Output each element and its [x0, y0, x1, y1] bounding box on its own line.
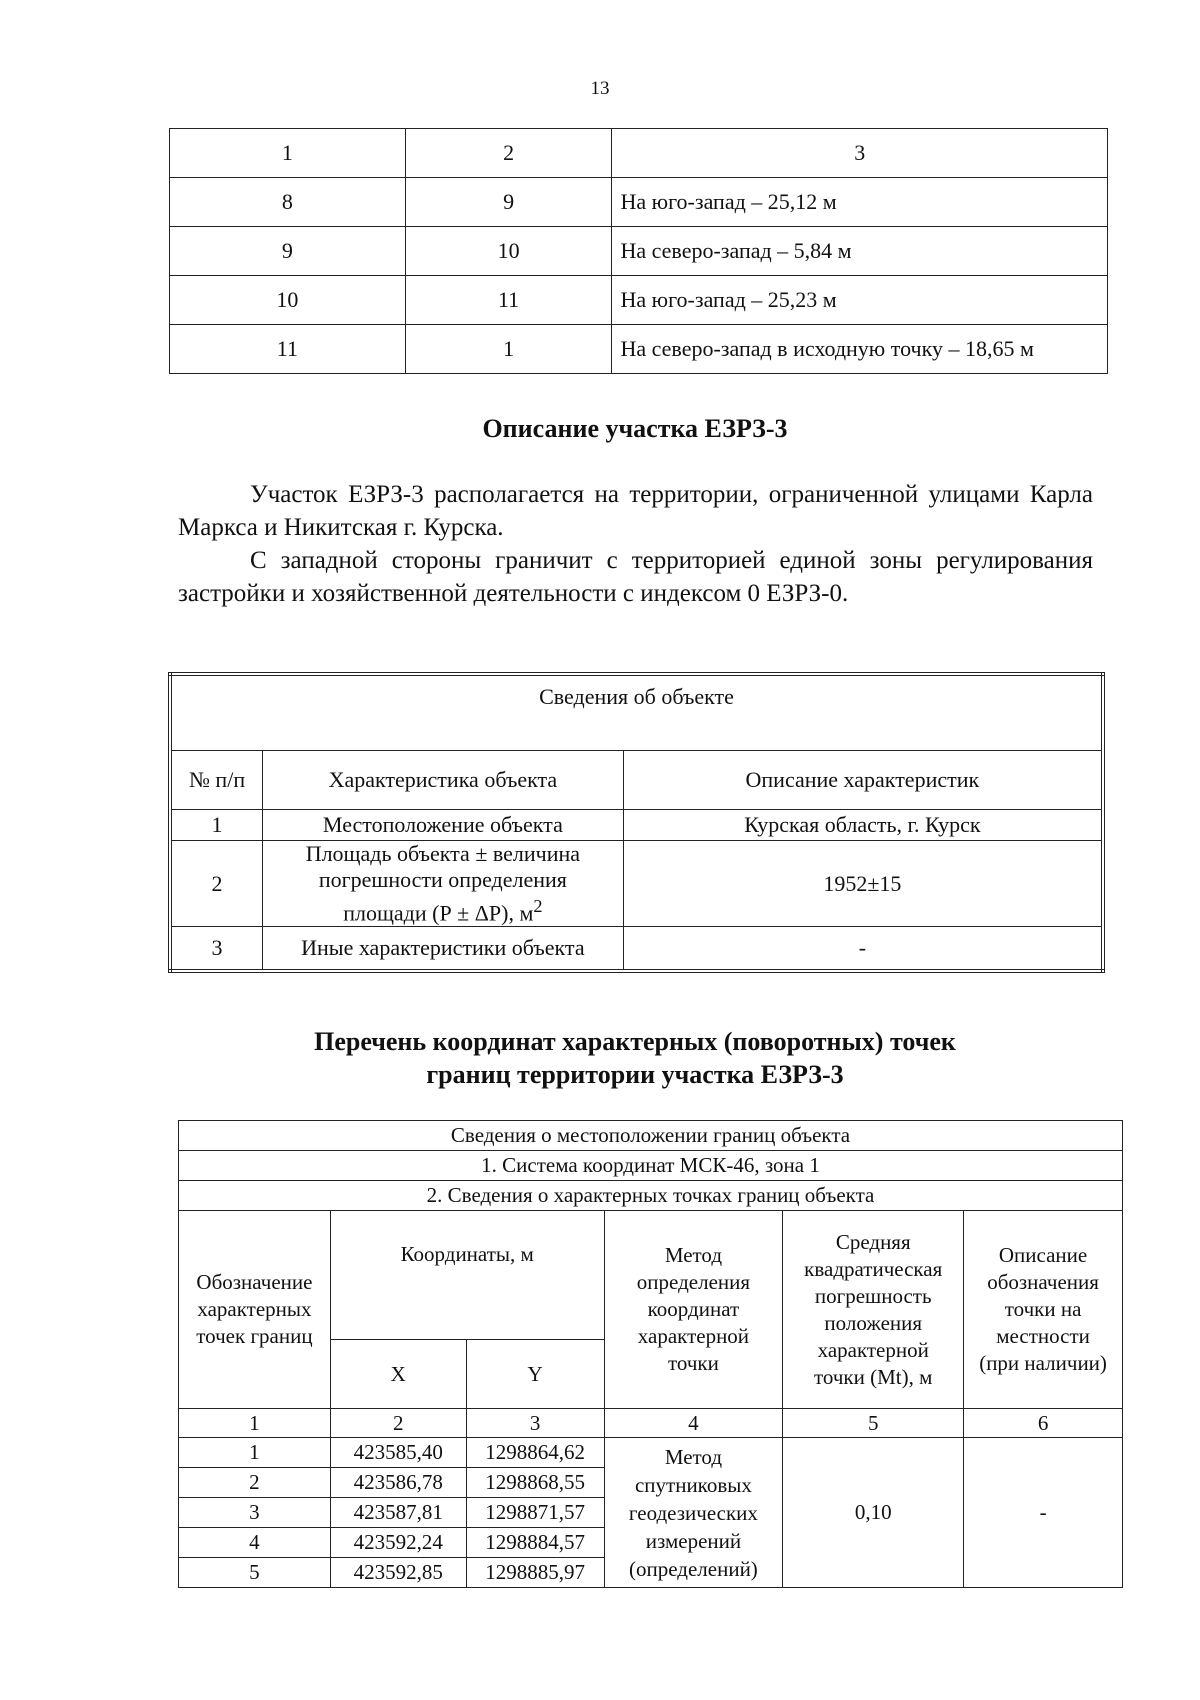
header-line: Метод [664, 1243, 723, 1267]
paragraph-location: Участок ЕЗРЗ-3 располагается на территории, ограниченной улицами Карла Маркса и Никитская г. Курска. [178, 481, 1093, 541]
point-y: 1298885,97 [466, 1558, 604, 1588]
table-row [170, 810, 1103, 841]
point-number: 4 [179, 1528, 331, 1558]
section-description [178, 478, 1093, 610]
header-mean-error [783, 1211, 964, 1409]
segments-header-row [170, 129, 1108, 178]
method-line: геодезических [628, 1500, 758, 1525]
segments-header-cell: 2 [405, 129, 612, 178]
header-line: определения [636, 1270, 751, 1294]
segment-from: 8 [170, 178, 406, 227]
row-number: 3 [170, 927, 263, 972]
segment-to: 1 [405, 325, 612, 374]
coord-bar-points: 2. Сведения о характерных точках границ объекта [179, 1181, 1123, 1211]
object-table-header-row [170, 751, 1103, 810]
point-x: 423587,81 [330, 1498, 466, 1528]
row-characteristic: Местоположение объекта [263, 810, 624, 841]
segment-to: 9 [405, 178, 612, 227]
header-line: характерной [637, 1324, 750, 1348]
object-table-title-row [170, 674, 1103, 751]
point-x: 423592,85 [330, 1558, 466, 1588]
mean-error-value: 0,10 [783, 1438, 964, 1588]
table-row [170, 276, 1108, 325]
row-characteristic: Иные характеристики объекта [263, 927, 624, 972]
point-number: 5 [179, 1558, 331, 1588]
point-y: 1298871,57 [466, 1498, 604, 1528]
point-number: 1 [179, 1438, 331, 1468]
header-description: Описание характеристик [623, 751, 1103, 810]
header-point-designation [179, 1211, 331, 1409]
header-line: квадратическая [804, 1256, 943, 1281]
point-description-value: - [964, 1438, 1123, 1588]
coord-bar-row [179, 1181, 1123, 1211]
row-description: Курская область, г. Курск [623, 810, 1103, 841]
table-row [170, 178, 1108, 227]
method-value [604, 1438, 783, 1588]
table-row [170, 325, 1108, 374]
point-y: 1298864,62 [466, 1438, 604, 1468]
page-number: 13 [590, 78, 610, 99]
point-x: 423585,40 [330, 1438, 466, 1468]
coord-index-row [179, 1409, 1123, 1438]
header-characteristic: Характеристика объекта [263, 751, 624, 810]
row-number: 1 [170, 810, 263, 841]
header-line: точек границ [196, 1324, 313, 1348]
table-row [170, 927, 1103, 972]
coord-bar-row [179, 1151, 1123, 1181]
method-line: измерений [645, 1528, 742, 1553]
header-y: Y [466, 1340, 604, 1409]
object-info-table [168, 672, 1105, 973]
header-line: характерной [817, 1337, 929, 1362]
header-method [604, 1211, 783, 1409]
index-cell: 3 [466, 1409, 604, 1438]
header-line: (при наличии) [979, 1351, 1107, 1375]
point-x: 423592,24 [330, 1528, 466, 1558]
segment-description: На северо-запад в исходную точку – 18,65 м [612, 325, 1108, 374]
coordinates-table [178, 1120, 1123, 1588]
index-cell: 2 [330, 1409, 466, 1438]
object-table-title: Сведения об объекте [170, 674, 1103, 751]
header-line: положения [824, 1310, 923, 1335]
index-cell: 4 [604, 1409, 783, 1438]
segment-to: 11 [405, 276, 612, 325]
area-line-3-text: площади (Р ± ΔР), м [343, 900, 534, 926]
point-number: 3 [179, 1498, 331, 1528]
segments-header-cell: 1 [170, 129, 406, 178]
segment-from: 10 [170, 276, 406, 325]
coord-bar-system: 1. Система координат МСК-46, зона 1 [179, 1151, 1123, 1181]
row-number: 2 [170, 841, 263, 927]
paragraph-boundary: С западной стороны граничит с территорией единой зоны регулирования застройки и хозяйственной деятельности с индексом 0 ЕЗРЗ-0. [178, 547, 1093, 607]
area-line-2: погрешности определения [318, 867, 567, 892]
segments-header-cell: 3 [612, 129, 1108, 178]
method-line: спутниковых [634, 1472, 752, 1497]
segment-to: 10 [405, 227, 612, 276]
index-cell: 1 [179, 1409, 331, 1438]
point-y: 1298868,55 [466, 1468, 604, 1498]
header-x: X [330, 1340, 466, 1409]
row-characteristic [263, 841, 624, 927]
coord-header-row [179, 1211, 1123, 1340]
area-line-3 [263, 893, 623, 926]
point-x: 423586,78 [330, 1468, 466, 1498]
header-line: характерных [197, 1297, 312, 1321]
section-title-ezrz3: Описание участка ЕЗРЗ-3 [482, 414, 788, 443]
segments-table [169, 128, 1108, 374]
header-line: местности [996, 1324, 1090, 1348]
method-line: (определений) [629, 1556, 758, 1581]
header-line: обозначения [987, 1270, 1099, 1294]
coordinates-title-line-2: границ территории участка ЕЗРЗ-3 [426, 1060, 844, 1089]
section-title-coordinates [0, 1025, 1200, 1091]
header-number: № п/п [170, 751, 263, 810]
area-line-1: Площадь объекта ± величина [305, 841, 581, 866]
header-point-description [964, 1211, 1123, 1409]
coordinates-title-line-1: Перечень координат характерных (поворотных) точек [314, 1027, 956, 1056]
coord-bar-location: Сведения о местоположении границ объекта [179, 1121, 1123, 1151]
area-unit-superscript: 2 [533, 896, 543, 916]
index-cell: 5 [783, 1409, 964, 1438]
segment-description: На северо-запад – 5,84 м [612, 227, 1108, 276]
header-line: Обозначение [196, 1270, 313, 1294]
header-line: Средняя [835, 1229, 911, 1254]
header-line: погрешность [814, 1283, 932, 1308]
table-row [170, 227, 1108, 276]
header-line: точки (Mt), м [814, 1364, 933, 1389]
header-line: точки [667, 1351, 719, 1375]
index-cell: 6 [964, 1409, 1123, 1438]
point-number: 2 [179, 1468, 331, 1498]
segment-description: На юго-запад – 25,23 м [612, 276, 1108, 325]
segment-from: 11 [170, 325, 406, 374]
table-row [170, 841, 1103, 927]
row-description: 1952±15 [623, 841, 1103, 927]
table-row [179, 1438, 1123, 1468]
header-line: точки на [1004, 1297, 1082, 1321]
header-coordinates: Координаты, м [330, 1211, 604, 1340]
point-y: 1298884,57 [466, 1528, 604, 1558]
row-description: - [623, 927, 1103, 972]
segment-from: 9 [170, 227, 406, 276]
method-line: Метод [664, 1444, 723, 1469]
coord-bar-row [179, 1121, 1123, 1151]
header-line: Описание [998, 1243, 1088, 1267]
segment-description: На юго-запад – 25,12 м [612, 178, 1108, 227]
header-line: координат [647, 1297, 740, 1321]
